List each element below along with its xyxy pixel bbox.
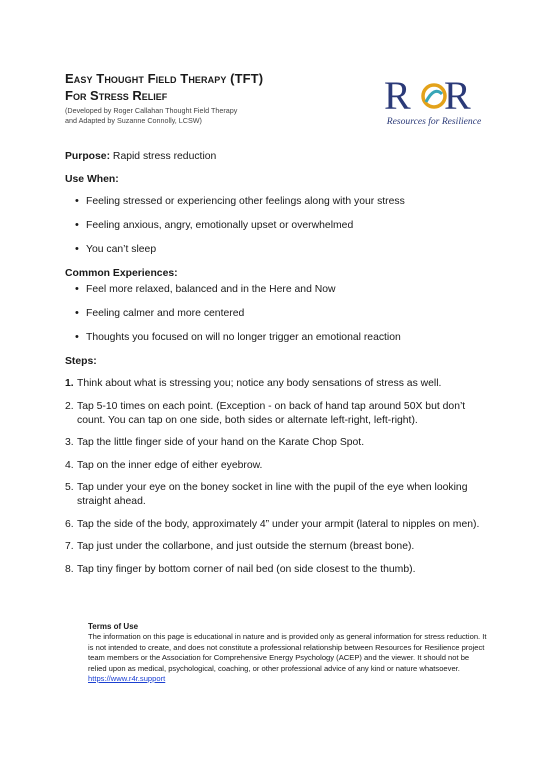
step-item xyxy=(65,563,495,577)
r4r-logo xyxy=(378,72,490,134)
common-experiences-heading: Common Experiences: xyxy=(65,268,178,279)
website-link[interactable]: https://www.r4r.support xyxy=(88,674,166,684)
bullet-icon: • xyxy=(75,283,79,295)
bullet-icon: • xyxy=(75,307,79,319)
step-number: 2. xyxy=(65,400,74,412)
step-item xyxy=(65,518,495,532)
logo-letter-r-right: R xyxy=(444,73,471,116)
steps-heading: Steps: xyxy=(65,356,97,367)
step-item xyxy=(65,377,495,391)
document-title-line1: Easy Thought Field Therapy (TFT) xyxy=(65,71,264,86)
use-when-heading: Use When: xyxy=(65,174,119,185)
list-item xyxy=(65,283,495,297)
list-item xyxy=(65,219,495,233)
step-text: Tap under your eye on the boney socket in line with the pupil of the eye when looking straight ahead. xyxy=(77,482,468,507)
step-number: 6. xyxy=(65,518,74,530)
step-text: Tap tiny finger by bottom corner of nail bed (on side closest to the thumb). xyxy=(77,563,416,575)
step-text: Tap just under the collarbone, and just outside the sternum (breast bone). xyxy=(77,541,415,552)
bullet-icon: • xyxy=(75,219,79,231)
step-number: 8. xyxy=(65,563,74,575)
r4r-logo-mark xyxy=(378,72,490,116)
step-text: Tap 5-10 times on each point. (Exception - on back of hand tap around 50X but don’t count. You can tap on one side, both sides or alternate left-right, left-right). xyxy=(77,400,466,426)
step-item xyxy=(65,459,495,473)
logo-letter-r-left: R xyxy=(384,73,411,116)
purpose-line xyxy=(65,150,495,164)
step-text: Tap on the inner edge of either eyebrow. xyxy=(77,459,263,471)
credit-line2: and Adapted by Suzanne Connolly, LCSW) xyxy=(65,115,202,125)
list-item-text: Feeling anxious, angry, emotionally upset or overwhelmed xyxy=(86,220,354,231)
logo-swirl-icon xyxy=(423,85,445,107)
terms-body-text: The information on this page is educational in nature and is provided only as general information for stress reduction. It is not intended to create, and does not constitute a professional relationship between Resources for Resilience project team members or the Association for Comprehensive Energy Psychology (ACEP) and the viewer. It should not be relied upon as medical, psychological, coaching, or other professional advice of any kind or nature whatsoever. xyxy=(88,632,487,673)
step-number: 4. xyxy=(65,459,74,471)
list-item xyxy=(65,243,495,257)
step-item xyxy=(65,400,495,428)
list-item xyxy=(65,307,495,321)
document-title-line2: For Stress Relief xyxy=(65,88,168,103)
terms-title: Terms of Use xyxy=(88,622,139,631)
step-text: Tap the side of the body, approximately 4” under your armpit (lateral to nipples on men). xyxy=(77,518,480,530)
step-item xyxy=(65,481,495,509)
terms-of-use xyxy=(88,622,488,684)
purpose-label: Purpose: xyxy=(65,151,111,162)
steps-list xyxy=(65,377,495,577)
step-text: Think about what is stressing you; notice any body sensations of stress as well. xyxy=(77,378,442,389)
step-text: Tap the little finger side of your hand on the Karate Chop Spot. xyxy=(77,437,365,448)
step-number: 1. xyxy=(65,378,74,389)
bullet-icon: • xyxy=(75,331,79,343)
step-number: 7. xyxy=(65,541,74,552)
bullet-icon: • xyxy=(75,243,79,255)
list-item-text: You can’t sleep xyxy=(86,244,157,255)
terms-body xyxy=(88,632,488,684)
common-experiences-list xyxy=(65,283,495,345)
purpose-text: Rapid stress reduction xyxy=(110,151,217,162)
step-item xyxy=(65,436,495,450)
list-item-text: Thoughts you focused on will no longer trigger an emotional reaction xyxy=(86,332,401,343)
list-item xyxy=(65,331,495,345)
document-body xyxy=(65,150,495,585)
list-item-text: Feeling calmer and more centered xyxy=(86,308,245,319)
logo-tagline: Resources for Resilience xyxy=(386,116,482,127)
list-item xyxy=(65,195,495,209)
list-item-text: Feel more relaxed, balanced and in the Here and Now xyxy=(86,284,336,295)
list-item-text: Feeling stressed or experiencing other feelings along with your stress xyxy=(86,196,405,207)
step-number: 5. xyxy=(65,482,74,493)
bullet-icon: • xyxy=(75,195,79,207)
use-when-list xyxy=(65,195,495,257)
credit-line1: (Developed by Roger Callahan Thought Field Therapy xyxy=(65,106,238,115)
step-item xyxy=(65,540,495,554)
step-number: 3. xyxy=(65,437,74,448)
